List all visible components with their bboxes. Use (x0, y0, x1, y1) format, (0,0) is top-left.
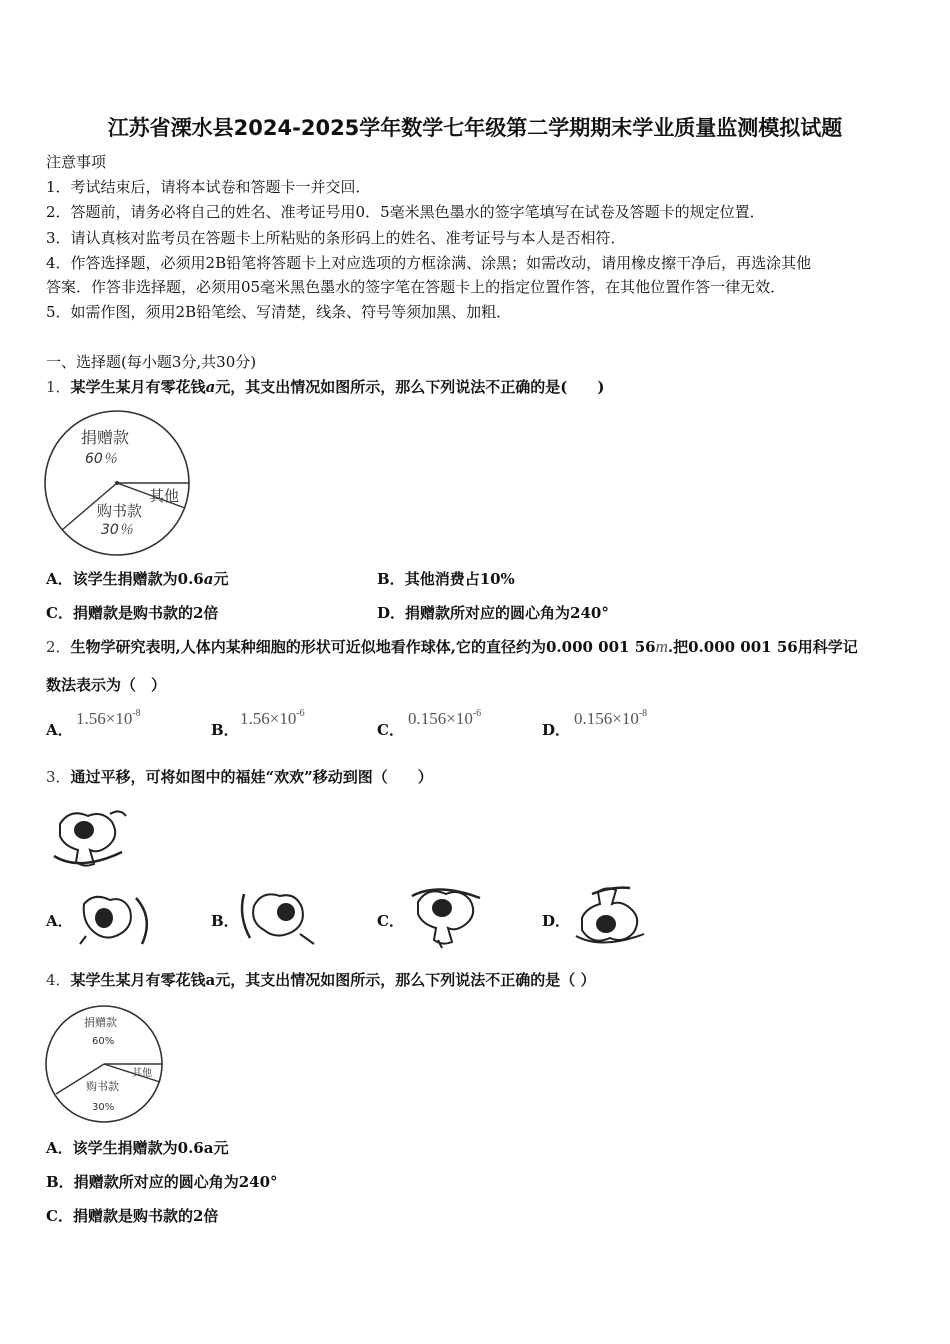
question-number: 3． (46, 768, 71, 786)
question-4: 4．某学生某月有零花钱a元，其支出情况如图所示，那么下列说法不正确的是（ ） (46, 971, 596, 989)
pie-center (115, 481, 119, 485)
question-number: 4． (46, 971, 71, 989)
page-title: 江苏省溧水县2024-2025学年数学七年级第二学期期末学业质量监测模拟试题 (107, 116, 843, 140)
pie-pct-donate: 60％ (85, 451, 117, 467)
notice-heading: 注意事项 (46, 153, 107, 171)
question-2: 2．生物学研究表明,人体内某种细胞的形状可近似地看作球体,它的直径约为0.000 001 56m.把0.000 001 56用科学记 (46, 637, 858, 656)
question-number: 2． (46, 638, 71, 656)
mascot-figure-option-a[interactable] (76, 888, 156, 948)
pie-pct-donate: 60% (92, 1036, 115, 1047)
notice-item: 5．如需作图，须用2B铅笔绘、写清楚，线条、符号等须加黑、加粗． (46, 303, 512, 321)
q4-option-c[interactable]: C．捐赠款是购书款的2倍 (46, 1207, 219, 1225)
mascot-figure-option-b[interactable] (240, 886, 320, 946)
notice-item: 3．请认真核对监考员在答题卡上所粘贴的条形码上的姓名、准考证号与本人是否相符． (46, 229, 626, 247)
q3-option-c-label[interactable]: C． (377, 912, 404, 930)
pie-chart-q1 (43, 413, 193, 563)
pie-label-other: 其他 (132, 1068, 152, 1079)
q2-option-d-value[interactable]: $0.156\times 10^{-8}$ (574, 708, 648, 728)
q2-option-c-value[interactable]: $0.156\times 10^{-6}$ (408, 708, 482, 728)
pie-pct-books: 30% (92, 1102, 115, 1113)
section-heading: 一、选择题(每小题3分,共30分) (46, 353, 257, 371)
question-3: 3．通过平移，可将如图中的福娃“欢欢”移动到图（ ） (46, 768, 433, 786)
q1-option-c[interactable]: C．捐赠款是购书款的2倍 (46, 604, 219, 622)
question-1: 1．某学生某月有零花钱a元，其支出情况如图所示，那么下列说法不正确的是( ) (46, 378, 605, 396)
mascot-figure-original (50, 806, 130, 870)
notice-item: 2．答题前，请务必将自己的姓名、准考证号用0．5毫米黑色墨水的签字笔填写在试卷及答题卡的规定位置． (46, 203, 765, 221)
q2-option-a-value[interactable]: $1.56\times 10^{-8}$ (76, 708, 141, 728)
notice-item: 1．考试结束后，请将本试卷和答题卡一并交回． (46, 178, 371, 196)
q2-option-d-label[interactable]: D． (542, 721, 571, 739)
q4-option-b[interactable]: B．捐赠款所对应的圆心角为240° (46, 1173, 278, 1191)
pie-label-other: 其他 (149, 487, 180, 505)
q1-option-a[interactable]: A．该学生捐赠款为0.6a元 (46, 570, 229, 588)
notice-item: 答案．作答非选择题，必须用05毫米黑色墨水的签字笔在答题卡上的指定位置作答，在其他位置作答一律无效． (46, 278, 786, 296)
notice-item: 4．作答选择题，必须用2B铅笔将答题卡上对应选项的方框涂满、涂黑；如需改动，请用橡皮擦干净后，再选涂其他 (46, 254, 812, 272)
q2-option-b-label[interactable]: B． (211, 721, 239, 739)
q2-option-c-label[interactable]: C． (377, 721, 404, 739)
mascot-figure-option-c[interactable] (408, 884, 488, 948)
q1-option-b[interactable]: B．其他消费占10% (377, 570, 515, 588)
question-number: 1． (46, 378, 71, 396)
pie-label-donate: 捐赠款 (81, 428, 130, 447)
pie-label-books: 购书款 (97, 502, 143, 520)
q4-option-a[interactable]: A．该学生捐赠款为0.6a元 (46, 1139, 229, 1157)
pie-label-books: 购书款 (86, 1080, 119, 1093)
q1-option-d[interactable]: D．捐赠款所对应的圆心角为240° (377, 604, 609, 622)
question-2-cont: 数法表示为（ ） (46, 676, 167, 694)
pie-pct-books: 30％ (101, 522, 133, 538)
q3-option-b-label[interactable]: B． (211, 912, 239, 930)
q3-option-a-label[interactable]: A． (46, 912, 73, 930)
pie-chart-q4 (44, 1006, 168, 1126)
mascot-figure-option-d[interactable] (572, 884, 652, 948)
q2-option-b-value[interactable]: $1.56\times 10^{-6}$ (240, 708, 305, 728)
q3-option-d-label[interactable]: D． (542, 912, 571, 930)
pie-label-donate: 捐赠款 (84, 1016, 117, 1029)
q2-option-a-label[interactable]: A． (46, 721, 73, 739)
